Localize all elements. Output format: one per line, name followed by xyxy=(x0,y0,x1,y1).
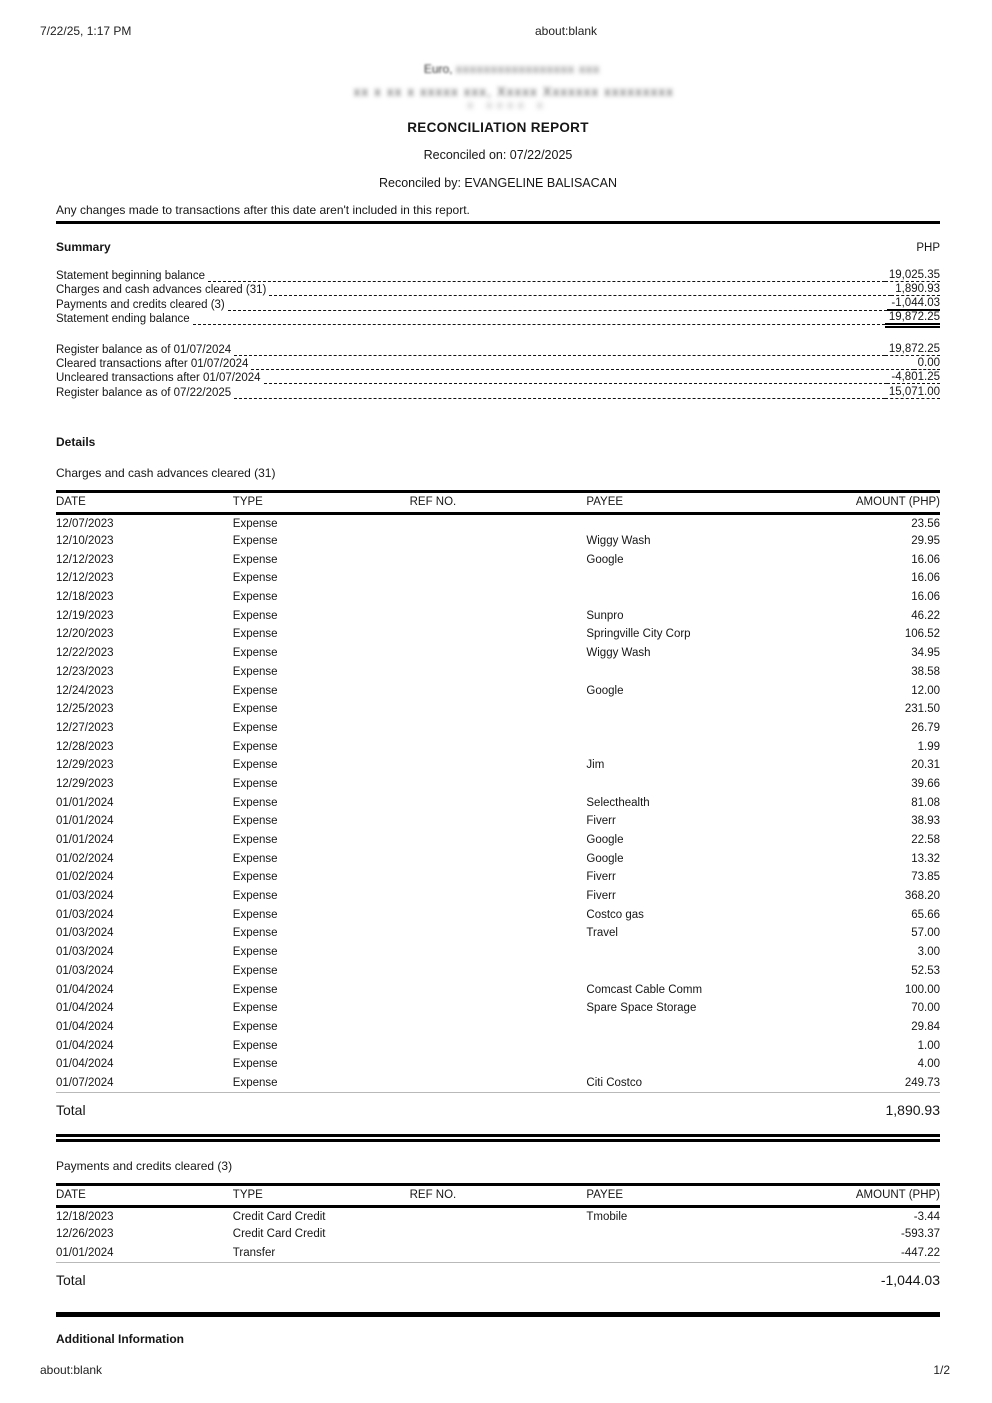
cell-amount: 249.73 xyxy=(904,1076,940,1089)
summary-amount: 1,890.93 xyxy=(891,283,940,296)
table-row xyxy=(56,868,940,887)
table-row xyxy=(56,700,940,719)
cell-ref xyxy=(410,1055,587,1074)
cell-payee xyxy=(586,1018,763,1037)
cell-ref xyxy=(410,924,587,943)
cell-ref xyxy=(410,569,587,588)
cell-ref xyxy=(410,700,587,719)
cell-payee: Sunpro xyxy=(586,609,624,622)
cell-type: Expense xyxy=(232,964,278,977)
cell-date: 01/03/2024 xyxy=(56,946,114,959)
summary-row xyxy=(56,342,940,356)
payments-total-row xyxy=(56,1272,940,1294)
cell-amount: 368.20 xyxy=(904,890,940,903)
cell-date: 12/27/2023 xyxy=(56,721,114,734)
cell-type: Expense xyxy=(232,759,278,772)
dotted-leader xyxy=(264,370,888,384)
table-row xyxy=(56,1055,940,1074)
total-amount: -1,044.03 xyxy=(880,1271,940,1288)
cell-type: Expense xyxy=(232,1058,278,1071)
cell-ref xyxy=(410,999,587,1018)
cell-payee: Fiverr xyxy=(586,815,616,828)
heavy-rule-divider xyxy=(56,1312,940,1317)
cell-type: Expense xyxy=(232,665,278,678)
total-label: Total xyxy=(56,1101,86,1118)
summary-header xyxy=(56,240,940,254)
cell-payee: Travel xyxy=(586,927,618,940)
cell-ref xyxy=(410,719,587,738)
dotted-leader xyxy=(234,384,885,398)
cell-amount: 26.79 xyxy=(911,721,940,734)
table-header-row xyxy=(56,1184,940,1206)
cell-type: Expense xyxy=(232,815,278,828)
cell-amount: -447.22 xyxy=(900,1246,940,1259)
summary-amount: 19,025.35 xyxy=(885,269,940,282)
cell-ref xyxy=(410,943,587,962)
cell-amount: -593.37 xyxy=(900,1228,940,1241)
cell-type: Expense xyxy=(232,852,278,865)
cell-amount: -3.44 xyxy=(913,1211,940,1224)
cell-date: 12/18/2023 xyxy=(56,1211,114,1224)
cell-date: 12/25/2023 xyxy=(56,703,114,716)
summary-register-group xyxy=(56,342,940,399)
cell-type: Expense xyxy=(232,834,278,847)
cell-payee xyxy=(586,719,763,738)
cell-payee: Wiggy Wash xyxy=(586,647,651,660)
cell-type: Transfer xyxy=(232,1246,276,1259)
print-header-datetime: 7/22/25, 1:17 PM xyxy=(40,24,132,38)
payments-section-subtitle: Payments and credits cleared (3) xyxy=(56,1158,233,1173)
cell-amount: 12.00 xyxy=(911,684,940,697)
cell-amount: 106.52 xyxy=(904,628,940,641)
cell-date: 12/10/2023 xyxy=(56,535,114,548)
cell-ref xyxy=(410,625,587,644)
cell-ref xyxy=(410,905,587,924)
bank-header-redacted xyxy=(56,62,940,110)
table-row xyxy=(56,737,940,756)
cell-payee: Fiverr xyxy=(586,890,616,903)
cell-amount: 16.06 xyxy=(911,553,940,566)
cell-ref xyxy=(410,737,587,756)
cell-ref xyxy=(410,868,587,887)
cell-date: 01/04/2024 xyxy=(56,983,114,996)
cell-amount: 16.06 xyxy=(911,572,940,585)
table-row xyxy=(56,812,940,831)
col-payee: PAYEE xyxy=(586,496,624,508)
cell-amount: 39.66 xyxy=(911,777,940,790)
table-row xyxy=(56,681,940,700)
col-amount: AMOUNT (PHP) xyxy=(855,496,940,508)
table-row xyxy=(56,606,940,625)
dotted-leader xyxy=(228,296,888,310)
currency-label: PHP xyxy=(916,242,940,254)
summary-label: Register balance as of 07/22/2025 xyxy=(56,386,232,399)
col-type: TYPE xyxy=(232,1189,263,1202)
table-row xyxy=(56,924,940,943)
summary-row xyxy=(56,311,940,325)
col-refno: REF NO. xyxy=(409,496,457,508)
cell-type: Expense xyxy=(232,777,278,790)
cell-amount: 46.22 xyxy=(911,609,940,622)
cell-date: 12/07/2023 xyxy=(56,518,114,531)
summary-amount: 0.00 xyxy=(914,357,940,370)
cell-ref xyxy=(410,681,587,700)
cell-amount: 29.84 xyxy=(911,1020,940,1033)
additional-information-heading: Additional Information xyxy=(56,1331,184,1346)
cell-payee: Springville City Corp xyxy=(586,628,691,641)
summary-row xyxy=(56,356,940,370)
redacted-line-3: x xxxx x xyxy=(467,100,548,110)
cell-date: 01/07/2024 xyxy=(56,1076,114,1089)
cell-date: 12/29/2023 xyxy=(56,759,114,772)
cell-ref xyxy=(410,1225,587,1244)
cell-amount: 38.58 xyxy=(911,665,940,678)
table-row xyxy=(56,887,940,906)
cell-amount: 23.56 xyxy=(911,518,940,531)
cell-date: 12/19/2023 xyxy=(56,609,114,622)
summary-row xyxy=(56,296,940,310)
col-payee: PAYEE xyxy=(586,1189,624,1202)
print-footer-page-number: 1/2 xyxy=(933,1363,950,1377)
redacted-fragment: Euro, xyxy=(423,62,453,76)
cell-type: Expense xyxy=(232,572,278,585)
summary-label: Payments and credits cleared (3) xyxy=(56,298,225,311)
cell-payee xyxy=(586,1036,763,1055)
cell-date: 01/04/2024 xyxy=(56,1002,114,1015)
table-row xyxy=(56,849,940,868)
cell-type: Expense xyxy=(232,796,278,809)
summary-label: Uncleared transactions after 01/07/2024 xyxy=(56,372,261,385)
cell-date: 12/26/2023 xyxy=(56,1228,114,1241)
cell-date: 01/04/2024 xyxy=(56,1058,114,1071)
change-notice: Any changes made to transactions after this date aren't included in this report. xyxy=(56,203,940,224)
table-row xyxy=(56,569,940,588)
cell-payee: Jim xyxy=(586,759,605,772)
cell-ref xyxy=(410,1206,587,1225)
cell-ref xyxy=(410,756,587,775)
cell-amount: 1.99 xyxy=(917,740,940,753)
redacted-smudge: xxxxxxxxxxxxxxxxx xxx xyxy=(455,62,601,76)
table-row xyxy=(56,1244,940,1263)
cell-amount: 70.00 xyxy=(911,1002,940,1015)
cell-type: Expense xyxy=(232,871,278,884)
table-row xyxy=(56,793,940,812)
col-date: DATE xyxy=(56,1189,86,1202)
cell-payee xyxy=(586,513,763,532)
cell-payee: Spare Space Storage xyxy=(586,1002,697,1015)
cell-date: 12/23/2023 xyxy=(56,665,114,678)
table-row xyxy=(56,1018,940,1037)
summary-label: Charges and cash advances cleared (31) xyxy=(56,284,267,297)
cell-date: 01/03/2024 xyxy=(56,890,114,903)
cell-ref xyxy=(410,1244,587,1263)
cell-payee: Wiggy Wash xyxy=(586,535,651,548)
cell-date: 01/04/2024 xyxy=(56,1039,114,1052)
charges-section-subtitle: Charges and cash advances cleared (31) xyxy=(56,465,276,480)
table-row xyxy=(56,905,940,924)
cell-type: Expense xyxy=(232,684,278,697)
redacted-line-1 xyxy=(70,62,954,76)
reconciled-by: Reconciled by: EVANGELINE BALISACAN xyxy=(378,176,618,190)
table-row xyxy=(56,1206,940,1225)
cell-payee xyxy=(586,1055,763,1074)
cell-date: 01/03/2024 xyxy=(56,908,114,921)
summary-row xyxy=(56,384,940,398)
summary-row xyxy=(56,370,940,384)
cell-payee: Selecthealth xyxy=(586,796,650,809)
charges-table xyxy=(56,490,940,1093)
table-row xyxy=(56,756,940,775)
cell-type: Expense xyxy=(232,703,278,716)
cell-amount: 38.93 xyxy=(911,815,940,828)
cell-type: Credit Card Credit xyxy=(232,1211,326,1224)
cell-ref xyxy=(410,980,587,999)
details-heading: Details xyxy=(56,434,96,449)
summary-label: Cleared transactions after 01/07/2024 xyxy=(56,358,249,371)
cell-amount: 81.08 xyxy=(911,796,940,809)
cell-date: 12/22/2023 xyxy=(56,647,114,660)
summary-row xyxy=(56,282,940,296)
cell-date: 01/01/2024 xyxy=(56,796,114,809)
cell-payee: Comcast Cable Comm xyxy=(586,983,703,996)
cell-amount: 65.66 xyxy=(911,908,940,921)
print-footer-url: about:blank xyxy=(40,1363,103,1377)
table-row xyxy=(56,1036,940,1055)
total-label: Total xyxy=(56,1271,86,1288)
cell-date: 12/12/2023 xyxy=(56,572,114,585)
table-row xyxy=(56,1074,940,1093)
cell-payee: Tmobile xyxy=(586,1211,628,1224)
table-row xyxy=(56,513,940,532)
table-row xyxy=(56,831,940,850)
cell-date: 01/01/2024 xyxy=(56,815,114,828)
table-row xyxy=(56,663,940,682)
cell-type: Expense xyxy=(232,1020,278,1033)
col-amount: AMOUNT (PHP) xyxy=(855,1189,940,1202)
cell-payee xyxy=(586,700,763,719)
cell-ref xyxy=(410,1074,587,1093)
cell-type: Expense xyxy=(232,1076,278,1089)
summary-heading: Summary xyxy=(56,240,111,254)
cell-type: Expense xyxy=(232,647,278,660)
cell-payee xyxy=(586,663,763,682)
cell-payee: Fiverr xyxy=(586,871,616,884)
cell-ref xyxy=(410,962,587,981)
cell-payee xyxy=(586,569,763,588)
cell-payee: Google xyxy=(586,684,624,697)
cell-ref xyxy=(410,1018,587,1037)
cell-type: Expense xyxy=(232,983,278,996)
print-header-title: about:blank xyxy=(535,24,598,38)
cell-amount: 20.31 xyxy=(911,759,940,772)
cell-ref xyxy=(410,793,587,812)
table-row xyxy=(56,550,940,569)
col-type: TYPE xyxy=(232,496,263,508)
cell-date: 12/28/2023 xyxy=(56,740,114,753)
cell-amount: 34.95 xyxy=(911,647,940,660)
cell-payee xyxy=(586,962,763,981)
charges-total-row xyxy=(56,1102,940,1124)
table-header-row xyxy=(56,491,940,513)
cell-amount: 52.53 xyxy=(911,964,940,977)
cell-ref xyxy=(410,532,587,551)
col-date: DATE xyxy=(56,496,86,508)
cell-type: Expense xyxy=(232,609,278,622)
cell-payee xyxy=(586,775,763,794)
double-rule-divider xyxy=(56,1134,940,1142)
cell-payee xyxy=(586,1244,763,1263)
table-row xyxy=(56,588,940,607)
cell-amount: 3.00 xyxy=(917,946,940,959)
cell-amount: 100.00 xyxy=(904,983,940,996)
cell-date: 01/04/2024 xyxy=(56,1020,114,1033)
cell-payee: Citi Costco xyxy=(586,1076,642,1089)
cell-payee: Google xyxy=(586,852,624,865)
cell-date: 12/12/2023 xyxy=(56,553,114,566)
payments-table xyxy=(56,1183,940,1263)
cell-type: Expense xyxy=(232,740,278,753)
table-row xyxy=(56,532,940,551)
cell-ref xyxy=(410,663,587,682)
report-title: RECONCILIATION REPORT xyxy=(407,120,589,135)
cell-date: 12/24/2023 xyxy=(56,684,114,697)
cell-ref xyxy=(410,812,587,831)
summary-label: Statement ending balance xyxy=(56,312,190,325)
cell-type: Expense xyxy=(232,1002,278,1015)
table-row xyxy=(56,644,940,663)
cell-payee xyxy=(586,588,763,607)
cell-date: 01/03/2024 xyxy=(56,964,114,977)
summary-amount: -1,044.03 xyxy=(887,297,940,311)
cell-type: Expense xyxy=(232,1039,278,1052)
cell-type: Expense xyxy=(232,908,278,921)
cell-ref xyxy=(410,1036,587,1055)
cell-type: Expense xyxy=(232,721,278,734)
table-row xyxy=(56,719,940,738)
cell-amount: 57.00 xyxy=(911,927,940,940)
cell-date: 01/01/2024 xyxy=(56,1246,114,1259)
cell-date: 12/20/2023 xyxy=(56,628,114,641)
summary-amount: 19,872.25 xyxy=(885,343,940,356)
summary-amount: -4,801.25 xyxy=(887,371,940,384)
cell-payee xyxy=(586,943,763,962)
cell-amount: 4.00 xyxy=(917,1058,940,1071)
summary-label: Statement beginning balance xyxy=(56,270,205,283)
cell-amount: 29.95 xyxy=(911,535,940,548)
cell-amount: 16.06 xyxy=(911,591,940,604)
cell-type: Expense xyxy=(232,535,278,548)
table-row xyxy=(56,1225,940,1244)
cell-ref xyxy=(410,831,587,850)
redacted-line-2: xx x xx x xxxxx xxx, Xxxxx Xxxxxxx xxxxxxxxx xyxy=(353,85,675,99)
cell-payee: Google xyxy=(586,834,624,847)
cell-amount: 22.58 xyxy=(911,834,940,847)
cell-type: Expense xyxy=(232,553,278,566)
cell-payee: Google xyxy=(586,553,624,566)
cell-amount: 1.00 xyxy=(917,1039,940,1052)
dotted-leader xyxy=(269,282,891,296)
cell-amount: 231.50 xyxy=(904,703,940,716)
table-row xyxy=(56,980,940,999)
cell-type: Expense xyxy=(232,890,278,903)
cell-type: Expense xyxy=(232,927,278,940)
table-row xyxy=(56,999,940,1018)
cell-date: 01/02/2024 xyxy=(56,871,114,884)
dotted-leader xyxy=(193,311,885,325)
dotted-leader xyxy=(208,268,885,282)
summary-row xyxy=(56,268,940,282)
col-refno: REF NO. xyxy=(409,1189,457,1202)
summary-amount: 19,872.25 xyxy=(885,311,940,325)
cell-payee xyxy=(586,737,763,756)
cell-payee xyxy=(586,1225,763,1244)
total-amount: 1,890.93 xyxy=(885,1101,940,1118)
cell-ref xyxy=(410,887,587,906)
cell-date: 01/01/2024 xyxy=(56,834,114,847)
cell-type: Expense xyxy=(232,518,278,531)
dotted-leader xyxy=(251,356,913,370)
cell-type: Expense xyxy=(232,591,278,604)
table-row xyxy=(56,625,940,644)
summary-label: Register balance as of 01/07/2024 xyxy=(56,343,232,356)
table-row xyxy=(56,775,940,794)
table-row xyxy=(56,943,940,962)
cell-payee: Costco gas xyxy=(586,908,644,921)
reconciled-on: Reconciled on: 07/22/2025 xyxy=(423,148,573,162)
summary-amount: 15,071.00 xyxy=(885,386,940,399)
cell-ref xyxy=(410,644,587,663)
cell-ref xyxy=(410,849,587,868)
cell-amount: 13.32 xyxy=(911,852,940,865)
table-row xyxy=(56,962,940,981)
cell-type: Expense xyxy=(232,946,278,959)
cell-ref xyxy=(410,550,587,569)
cell-date: 12/29/2023 xyxy=(56,777,114,790)
cell-type: Credit Card Credit xyxy=(232,1228,326,1241)
cell-ref xyxy=(410,606,587,625)
cell-date: 01/02/2024 xyxy=(56,852,114,865)
dotted-leader xyxy=(234,342,885,356)
cell-date: 12/18/2023 xyxy=(56,591,114,604)
cell-type: Expense xyxy=(232,628,278,641)
cell-ref xyxy=(410,588,587,607)
summary-statement-group xyxy=(56,268,940,325)
cell-amount: 73.85 xyxy=(911,871,940,884)
cell-date: 01/03/2024 xyxy=(56,927,114,940)
cell-ref xyxy=(410,513,587,532)
cell-ref xyxy=(410,775,587,794)
